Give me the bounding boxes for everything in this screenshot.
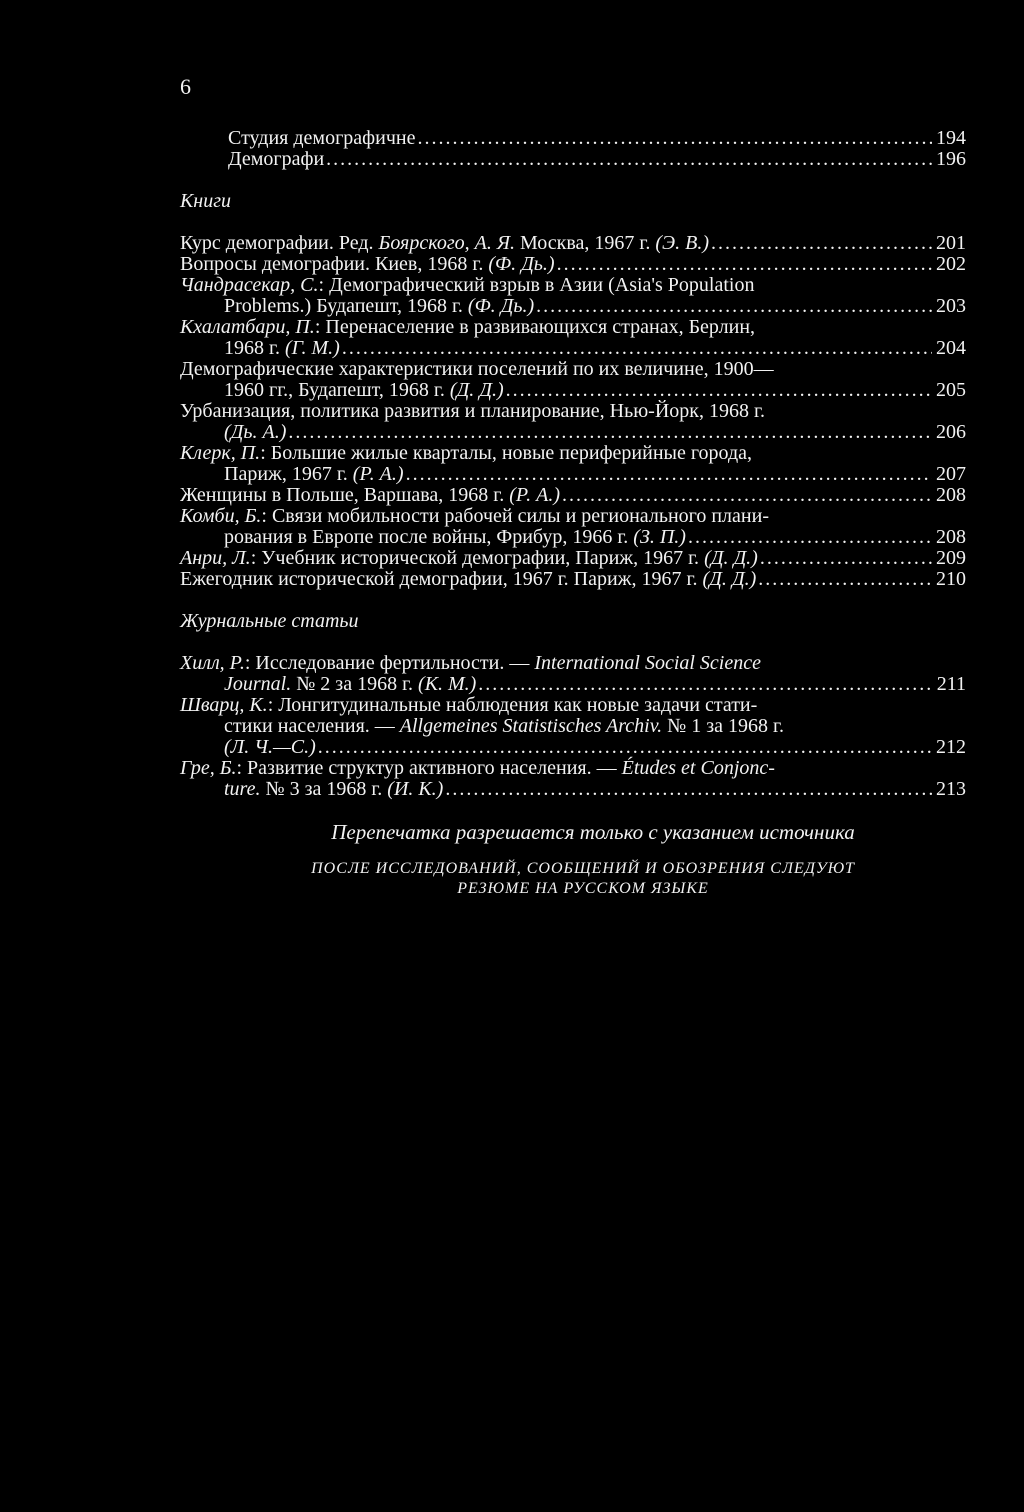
entry-page: 205 bbox=[936, 379, 966, 401]
entry-title: Демографи bbox=[228, 148, 325, 170]
toc-entry: Хилл, Р.: Исследование фертильности. — International Social Science Journal. № 2 за 1968 г. (К. М.) ..... 211 bbox=[180, 653, 966, 695]
notice-line-2: РЕЗЮМЕ НА РУССКОМ ЯЗЫКЕ bbox=[457, 880, 709, 897]
entry-page: 207 bbox=[936, 463, 966, 485]
reprint-note: Перепечатка разрешается только с указанием источника bbox=[331, 820, 855, 844]
entry-page: 210 bbox=[936, 568, 966, 590]
toc-entry: Анри, Л.: Учебник исторической демографии, Париж, 1967 г. (Д. Д.) ..... 209 bbox=[180, 548, 966, 569]
section-heading-books: Книги bbox=[180, 190, 232, 212]
toc-entry: Вопросы демографии. Киев, 1968 г. (Ф. Дь.) ..... 202 bbox=[180, 254, 966, 275]
entry-page: 211 bbox=[936, 673, 966, 695]
entry-page: 201 bbox=[936, 232, 966, 254]
toc-entry: Ежегодник исторической демографии, 1967 г. Париж, 1967 г. (Д. Д.) ..... 210 bbox=[180, 569, 966, 590]
toc-entry: Клерк, П.: Большие жилые кварталы, новые периферийные города, Париж, 1967 г. (Р. А.) ..... 207 bbox=[180, 443, 966, 485]
entry-page: 194 bbox=[936, 127, 966, 149]
entry-page: 208 bbox=[936, 526, 966, 548]
toc-entry: Чандрасекар, С.: Демографический взрыв в Азии (Asia's Population Problems.) Будапешт, 1968 г. (Ф. Дь.) ..... 203 bbox=[180, 275, 966, 317]
entry-page: 204 bbox=[936, 337, 966, 359]
notice-line-1: ПОСЛЕ ИССЛЕДОВАНИЙ, СООБЩЕНИЙ И ОБОЗРЕНИЯ СЛЕДУЮТ bbox=[311, 860, 855, 877]
entry-page: 203 bbox=[936, 295, 966, 317]
toc-entry: Гре, Б.: Развитие структур активного населения. — Études et Conjonc- ture. № 3 за 1968 г. (И. К.) ..... 213 bbox=[180, 758, 966, 800]
entry-page: 209 bbox=[936, 547, 966, 569]
entry-page: 213 bbox=[936, 778, 966, 800]
entry-page: 212 bbox=[936, 736, 966, 758]
entry-page: 206 bbox=[936, 421, 966, 443]
entry-page: 202 bbox=[936, 253, 966, 275]
entry-page: 196 bbox=[936, 148, 966, 170]
entry-page: 208 bbox=[936, 484, 966, 506]
toc-entry: Женщины в Польше, Варшава, 1968 г. (Р. А.) ..... 208 bbox=[180, 485, 966, 506]
table-of-contents bbox=[180, 128, 966, 899]
toc-entry: Курс демографии. Ред. Боярского, А. Я. Москва, 1967 г. (Э. В.) ..... 201 bbox=[180, 233, 966, 254]
section-heading-journals: Журнальные статьи bbox=[180, 610, 359, 632]
toc-entry: Демографические характеристики поселений по их величине, 1900— 1960 гг., Будапешт, 1968 г. (Д. Д.) ..... 205 bbox=[180, 359, 966, 401]
toc-entry: Кхалатбари, П.: Перенаселение в развивающихся странах, Берлин, 1968 г. (Г. М.) ..... 204 bbox=[180, 317, 966, 359]
toc-entry bbox=[180, 149, 966, 170]
entry-title: Студия демографичне bbox=[228, 127, 416, 149]
toc-entry: Урбанизация, политика развития и планирование, Нью-Йорк, 1968 г. (Дь. А.) ..... 206 bbox=[180, 401, 966, 443]
toc-entry: Шварц, К.: Лонгитудинальные наблюдения как новые задачи стати- стики населения. — Allgemeines Statistisches Archiv. № 1 за 1968 г. (Л. Ч.—С.) ..... 212 bbox=[180, 695, 966, 758]
toc-entry bbox=[180, 128, 966, 149]
page-number: 6 bbox=[180, 74, 191, 99]
toc-entry: Комби, Б.: Связи мобильности рабочей силы и регионального плани- рования в Европе после войны, Фрибур, 1966 г. (З. П.) ..... 208 bbox=[180, 506, 966, 548]
